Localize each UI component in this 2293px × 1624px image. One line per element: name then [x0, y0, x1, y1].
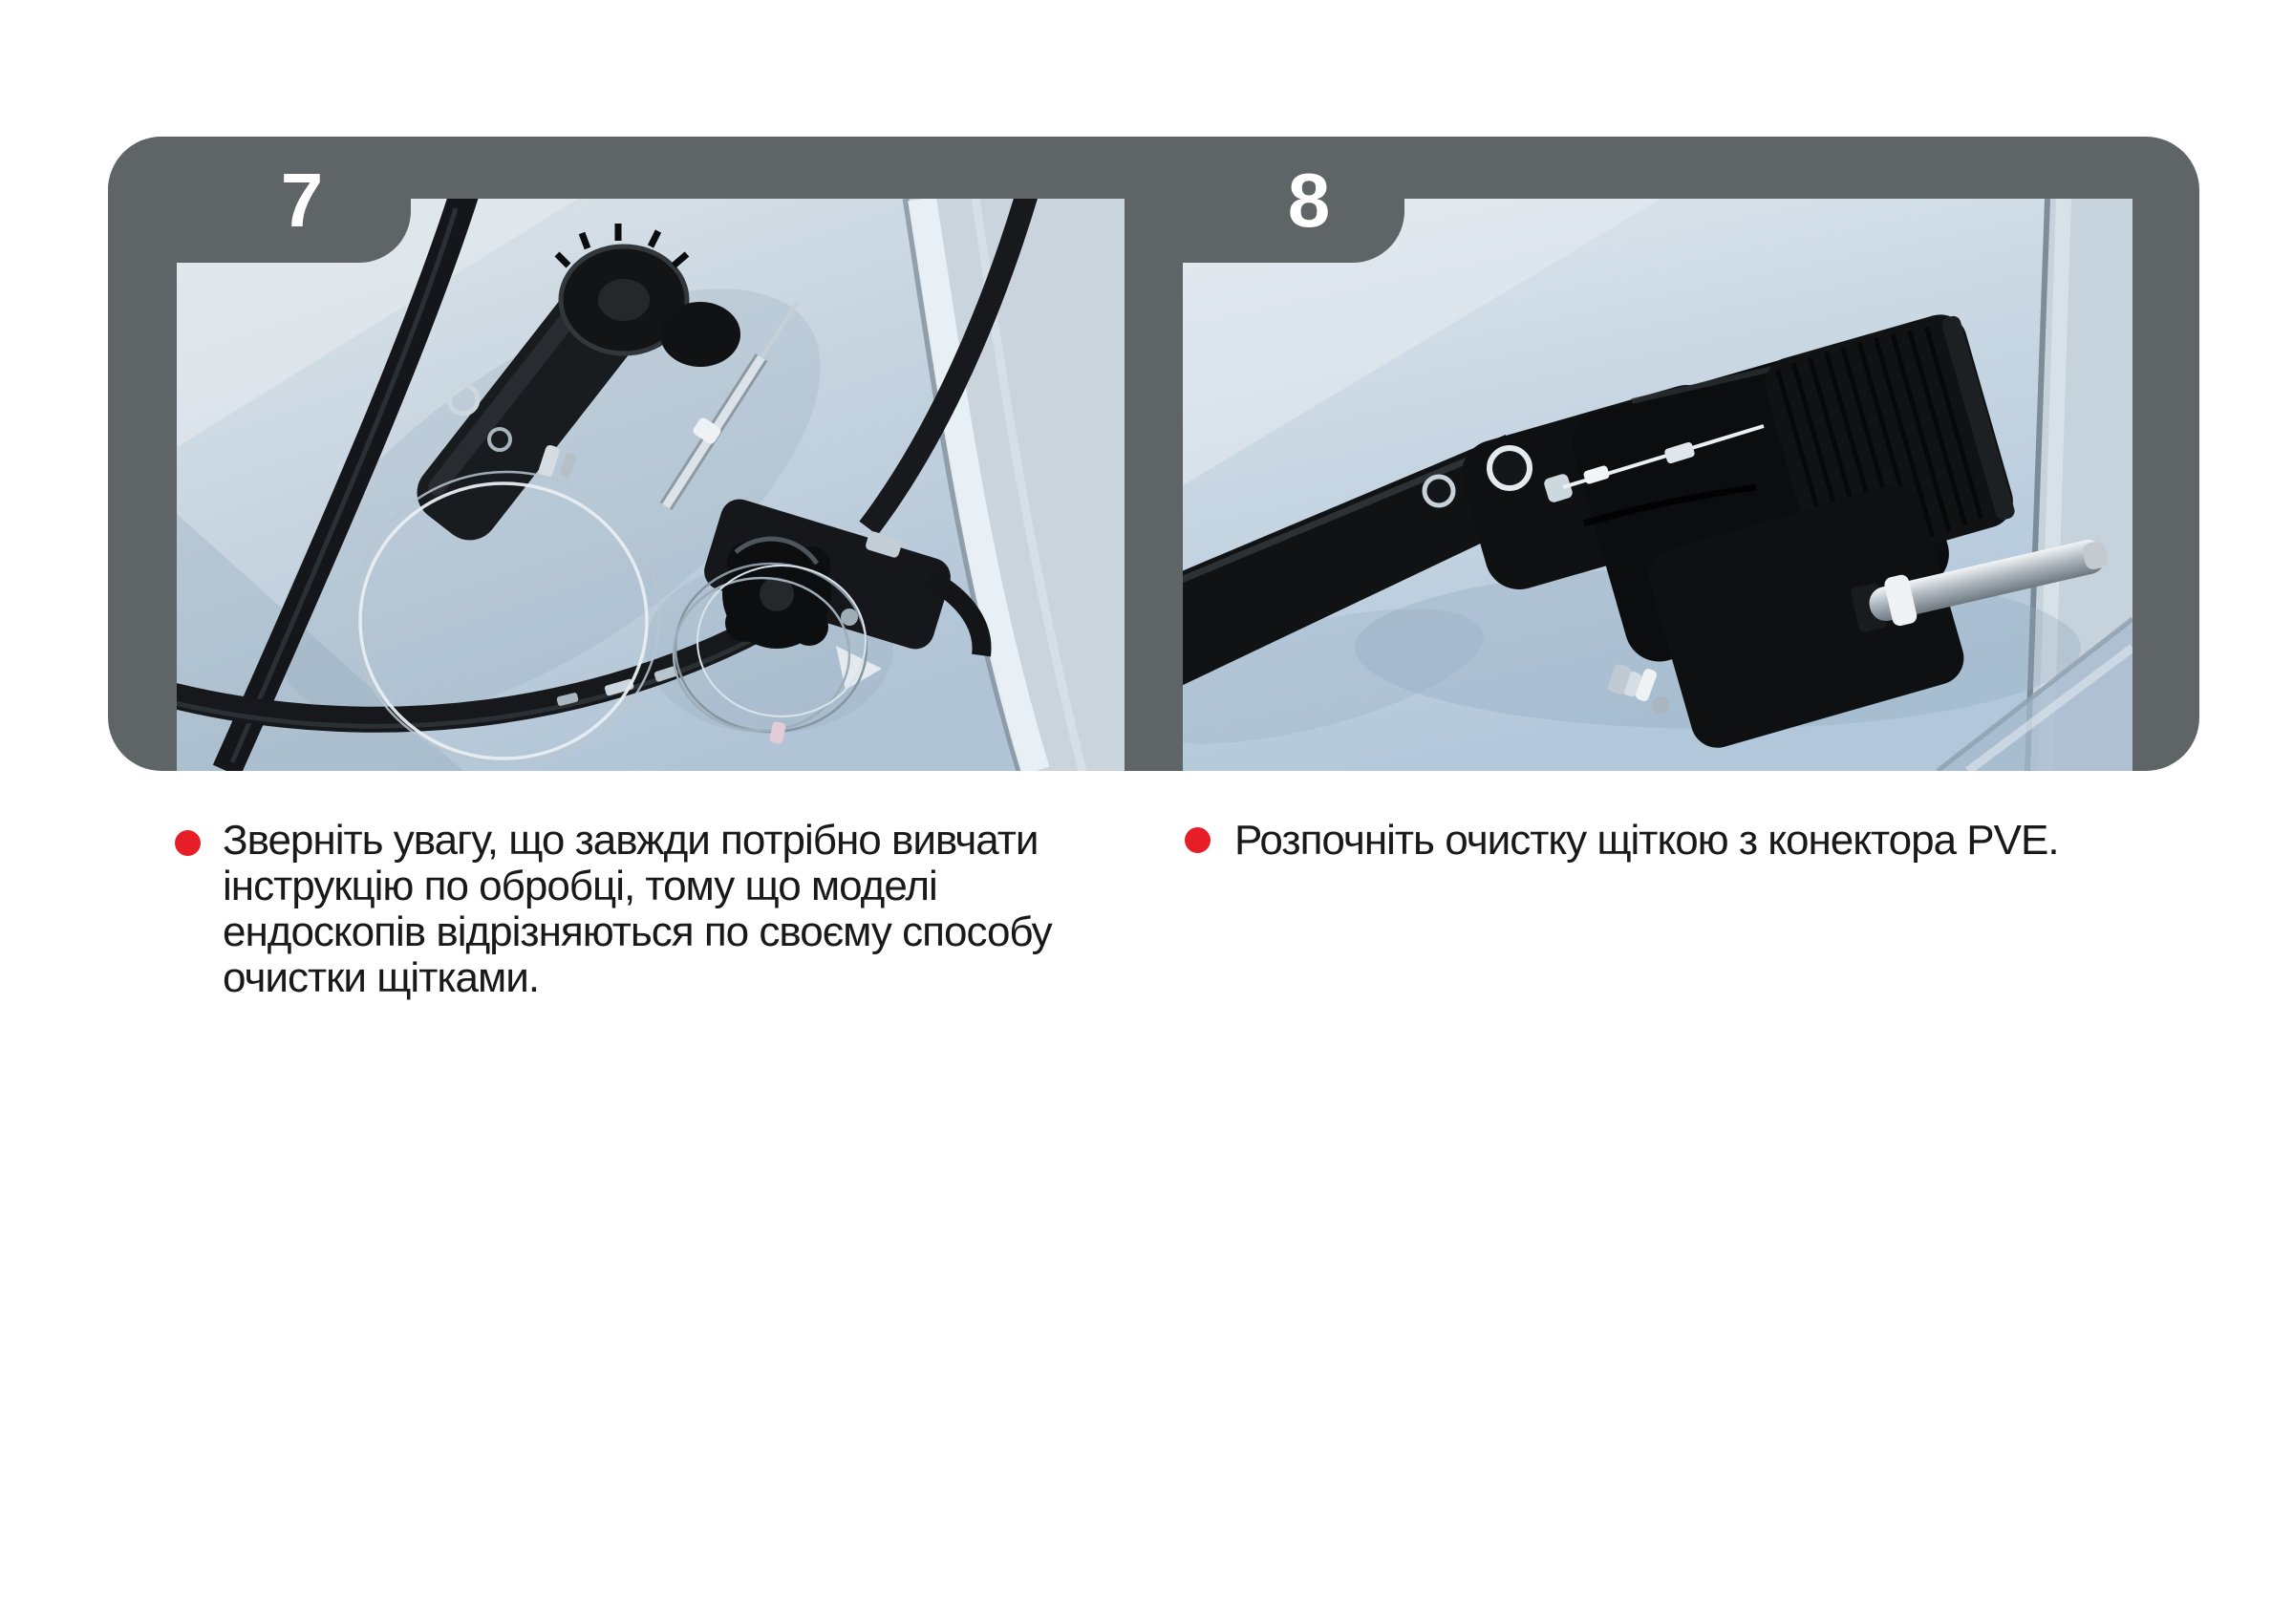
step-7-number: 7 — [280, 158, 324, 243]
step-7-photo — [177, 199, 1125, 771]
step-8-number: 8 — [1287, 158, 1331, 243]
bullet-icon — [175, 830, 201, 856]
step-7-tab — [108, 137, 411, 263]
caption-line: ендоскопів відрізняються по своєму способу — [223, 908, 1052, 955]
step-8-tab — [1125, 137, 1404, 263]
step-8-photo — [1183, 199, 2132, 771]
caption-line: очистки щітками. — [223, 954, 540, 1001]
step-8-caption — [1234, 818, 2190, 864]
endoscope-on-tray-image — [177, 199, 1125, 771]
caption-line: Розпочніть очистку щіткою з конектора PVE. — [1234, 817, 2059, 864]
pve-connector-image — [1183, 199, 2132, 771]
step-7-caption — [223, 818, 1140, 1001]
caption-line: Зверніть увагу, що завжди потрібно вивчати — [223, 817, 1039, 864]
bullet-icon — [1185, 827, 1211, 853]
caption-line: інструкцію по обробці, тому що моделі — [223, 863, 937, 909]
